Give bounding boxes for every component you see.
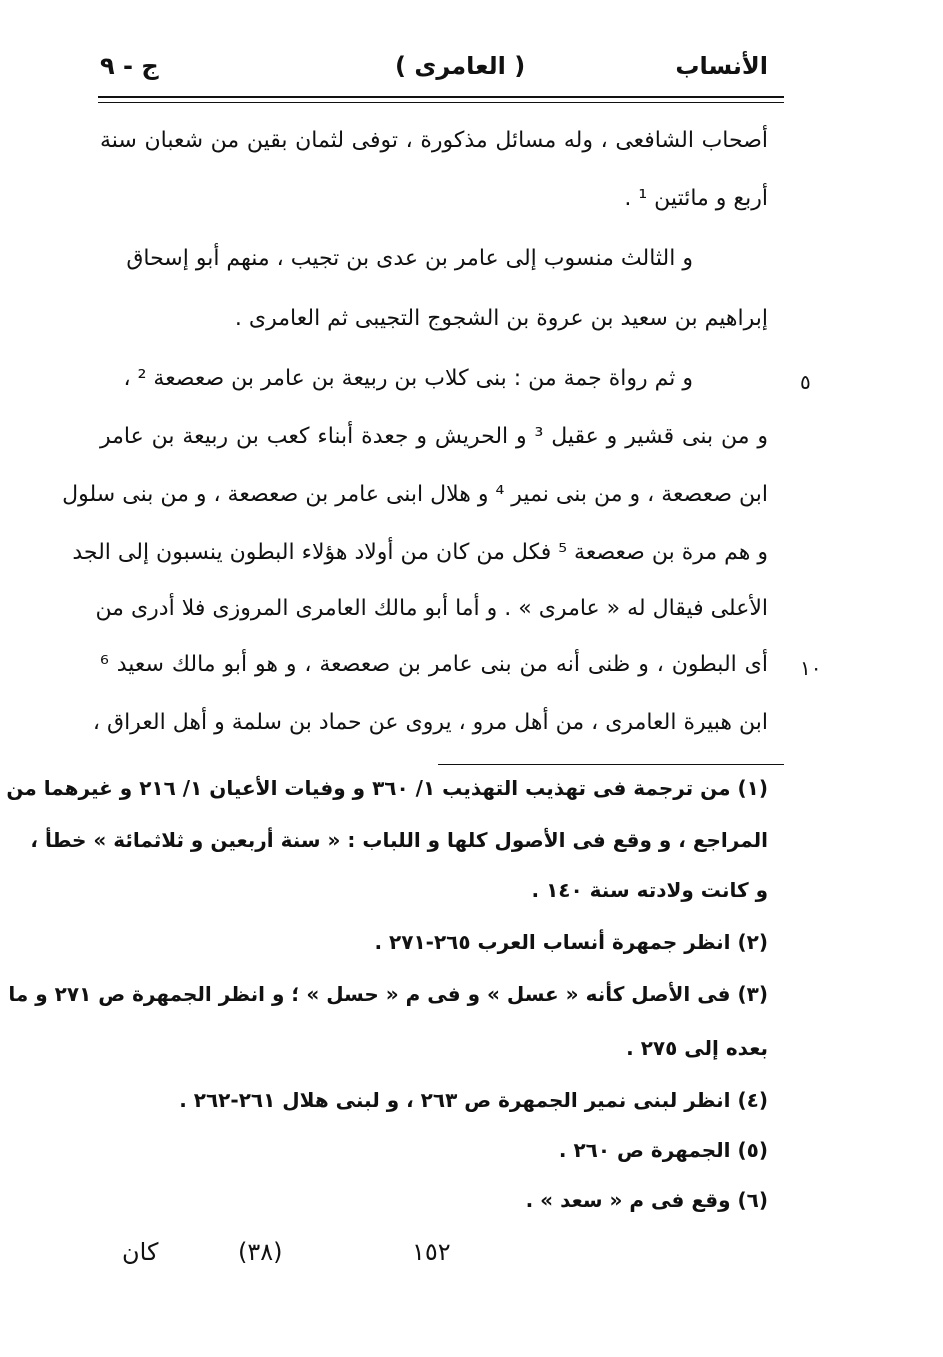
running-title: الأنساب xyxy=(675,52,768,80)
header-rule-thin xyxy=(98,102,784,103)
page-number: ١٥٢ xyxy=(412,1238,451,1266)
body-line: و من بنى قشير و عقيل ³ و الحريش و جعدة أبناء كعب بن ربيعة بن عامر xyxy=(100,424,768,449)
body-line: إبراهيم بن سعيد بن عروة بن الشجوج التجيبى ثم العامرى . xyxy=(234,306,768,331)
body-line: أصحاب الشافعى ، وله مسائل مذكورة ، توفى لثمان بقين من شعبان سنة xyxy=(100,128,768,153)
footnote-line: (٥) الجمهرة ص ٢٦٠ . xyxy=(558,1138,768,1162)
footnote-line: (٣) فى الأصل كأنه « عسل » و فى م « حسل » ؛ و انظر الجمهرة ص ٢٧١ و ما xyxy=(8,982,768,1006)
volume-label: ج - ٩ xyxy=(100,52,159,80)
footnote-line: (٦) وقع فى م « سعد » . xyxy=(525,1188,768,1212)
header-rule-thick xyxy=(98,96,784,98)
body-line: و هم مرة بن صعصعة ⁵ فكل من كان من أولاد هؤلاء البطون ينسبون إلى الجد xyxy=(72,540,768,565)
catchword: كان xyxy=(122,1238,159,1266)
footnote-line: المراجع ، و وقع فى الأصول كلها و اللباب : « سنة أربعين و ثلاثمائة » خطأ ، xyxy=(30,828,768,852)
body-line: و الثالث منسوب إلى عامر بن عدى بن تجيب ، منهم أبو إسحاق xyxy=(126,246,693,271)
gathering-number: (٣٨) xyxy=(238,1238,283,1266)
footnote-line: (٢) انظر جمهرة أنساب العرب ٢٦٥-٢٧١ . xyxy=(374,930,768,954)
body-line: أربع و مائتين ¹ . xyxy=(624,186,768,211)
section-title: ( العامرى ) xyxy=(395,52,526,80)
footnote-line: و كانت ولادته سنة ١٤٠ . xyxy=(531,878,768,902)
body-line: و ثم رواة جمة من : بنى كلاب بن ربيعة بن عامر بن صعصعة ² ، xyxy=(123,366,693,391)
body-line: ابن هبيرة العامرى ، من أهل مرو ، يروى عن حماد بن سلمة و أهل العراق ، xyxy=(92,710,768,735)
footnote-line: (١) من ترجمة فى تهذيب التهذيب ١/ ٣٦٠ و وفيات الأعيان ١/ ٢١٦ و غيرهما من xyxy=(6,776,768,800)
footnote-line: بعده إلى ٢٧٥ . xyxy=(626,1036,768,1060)
body-line: ابن صعصعة ، و من بنى نمير ⁴ و هلال ابنى عامر بن صعصعة ، و من بنى سلول xyxy=(62,482,768,507)
body-line: أى البطون ، و ظنى أنه من بنى عامر بن صعصعة ، و هو أبو مالك سعيد ⁶ xyxy=(100,652,768,677)
body-line: الأعلى فيقال له « عامرى » . و أما أبو مالك العامرى المروزى فلا أدرى من xyxy=(95,596,768,621)
line-number-10: ١٠ xyxy=(800,656,822,680)
footnote-rule xyxy=(438,764,784,765)
footnote-line: (٤) انظر لبنى نمير الجمهرة ص ٢٦٣ ، و لبنى هلال ٢٦١-٢٦٢ . xyxy=(179,1088,768,1112)
line-number-5: ٥ xyxy=(800,370,811,394)
